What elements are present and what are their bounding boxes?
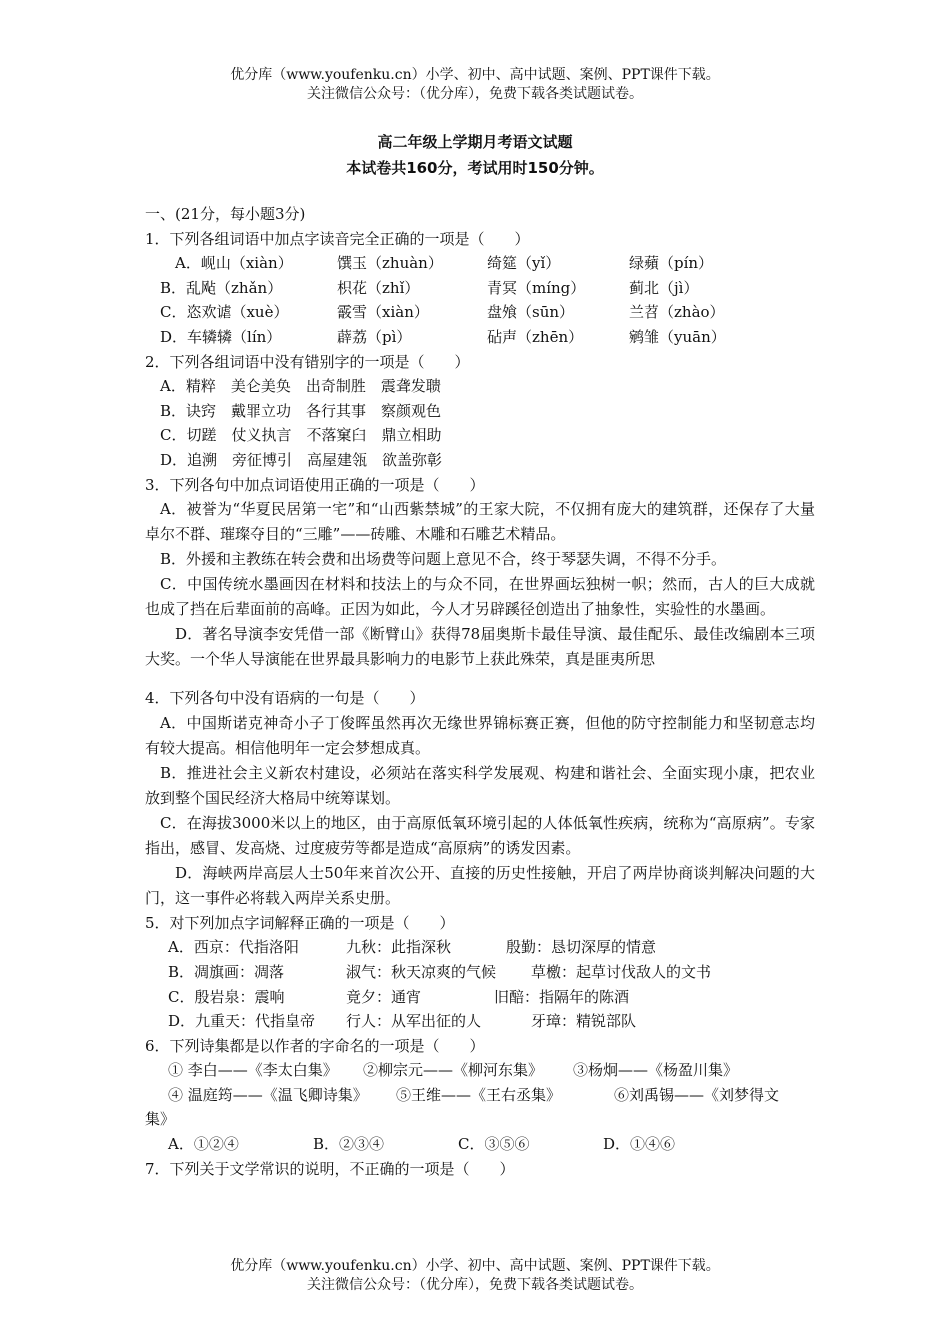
q5-c-2: 竟夕：通宵 <box>346 987 422 1006</box>
q5-c-3: 旧醅：指隔年的陈酒 <box>494 987 630 1006</box>
q2-option-b: B．诀窍 戴罪立功 各行其事 察颜观色 <box>160 401 442 420</box>
q4-option-d: D．海峡两岸高层人士50年来首次公开、直接的历史性接触，开启了两岸协商谈判解决问题的大门，这一事件必将载入两岸关系史册。 <box>145 863 815 907</box>
q5-b-1: B．凋旗画：凋落 <box>168 962 285 981</box>
q2-option-a: A．精粹 美仑美奂 出奇制胜 震聋发聩 <box>160 377 441 396</box>
q1-d-4: 鹓雏（yuān） <box>629 327 726 346</box>
q1-b-3: 青冥（míng） <box>487 278 586 297</box>
q5-a-1: A．西京：代指洛阳 <box>168 938 299 957</box>
q2-option-d: D．追溯 旁征博引 高屋建瓴 欲盖弥彰 <box>160 450 443 469</box>
q6-item-1: ① 李白——《李太白集》 <box>168 1061 338 1080</box>
q1-a-1: A．岘山（xiàn） <box>175 254 293 273</box>
q6-item-6: ⑥刘禹锡——《刘梦得文 <box>614 1085 780 1104</box>
q1-c-2: 霰雪（xiàn） <box>337 303 429 322</box>
q5-d-2: 行人：从军出征的人 <box>346 1012 482 1031</box>
q1-stem: 1．下列各组词语中加点字读音完全正确的一项是（ ） <box>145 229 530 248</box>
q1-a-2: 馔玉（zhuàn） <box>337 254 443 273</box>
q6-option-c: C．③⑤⑥ <box>458 1135 530 1154</box>
q1-b-2: 枳花（zhǐ） <box>337 278 420 297</box>
q5-d-3: 牙璋：精锐部队 <box>531 1012 637 1031</box>
q6-item-5: ⑤王维——《王右丞集》 <box>396 1085 562 1104</box>
q5-row-c <box>145 985 815 1010</box>
exam-subtitle: 本试卷共160分，考试用时150分钟。 <box>346 159 604 177</box>
q6-item-3: ③杨炯——《杨盈川集》 <box>573 1061 739 1080</box>
q6-option-b: B．②③④ <box>313 1135 385 1154</box>
section-heading: 一、(21分，每小题3分) <box>145 205 306 223</box>
footer-line-1: 优分库（www.youfenku.cn）小学、初中、高中试题、案例、PPT课件下载。 <box>230 1258 720 1274</box>
q1-row-a <box>145 251 815 276</box>
header-line-2: 关注微信公众号：（优分库），免费下载各类试题试卷。 <box>307 86 643 102</box>
footer-line-2: 关注微信公众号：（优分库），免费下载各类试题试卷。 <box>307 1277 643 1293</box>
q1-a-4: 绿蘋（pín） <box>629 254 714 273</box>
q1-d-2: 薜荔（pì） <box>337 327 412 346</box>
q4-option-c: C．在海拔3000米以上的地区，由于高原低氧环境引起的人体低氧性疾病，统称为“高原病”。专家指出，感冒、发高烧、过度疲劳等都是造成“高原病”的诱发因素。 <box>145 813 815 857</box>
q3-option-d: D．著名导演李安凭借一部《断臂山》获得78届奥斯卡最佳导演、最佳配乐、最佳改编剧本三项大奖。一个华人导演能在世界最具影响力的电影节上获此殊荣，真是匪夷所思 <box>145 625 815 669</box>
q6-stem: 6．下列诗集都是以作者的字命名的一项是（ ） <box>145 1036 485 1055</box>
q5-d-1: D．九重天：代指皇帝 <box>168 1012 316 1031</box>
q6-item-4: ④ 温庭筠——《温飞卿诗集》 <box>168 1085 368 1104</box>
q3-stem: 3．下列各句中加点词语使用正确的一项是（ ） <box>145 475 485 494</box>
q1-d-1: D．车辚辚（lín） <box>160 327 282 346</box>
q4-stem: 4．下列各句中没有语病的一句是（ ） <box>145 689 425 708</box>
q1-row-b <box>145 276 815 301</box>
q6-options <box>145 1132 815 1157</box>
q5-b-3: 草檄：起草讨伐敌人的文书 <box>531 962 712 981</box>
q1-b-4: 蓟北（jì） <box>629 278 699 297</box>
header-line-1: 优分库（www.youfenku.cn）小学、初中、高中试题、案例、PPT课件下载。 <box>230 67 720 83</box>
q1-c-1: C．恣欢谑（xuè） <box>160 303 289 322</box>
q6-item-6-continued: 集》 <box>145 1110 176 1129</box>
q6-items-row-1 <box>145 1058 815 1083</box>
spacer <box>145 672 815 686</box>
q2-stem: 2．下列各组词语中没有错别字的一项是（ ） <box>145 352 470 371</box>
q6-item-2: ②柳宗元——《柳河东集》 <box>363 1061 544 1080</box>
q4-option-b: B．推进社会主义新农村建设，必须站在落实科学发展观、构建和谐社会、全面实现小康，把农业放到整个国民经济大格局中统筹谋划。 <box>145 763 815 807</box>
q4-option-a: A．中国斯诺克神奇小子丁俊晖虽然再次无缘世界锦标赛正赛，但他的防守控制能力和坚韧意志均有较大提高。相信他明年一定会梦想成真。 <box>145 713 815 757</box>
exam-title: 高二年级上学期月考语文试题 <box>377 133 573 151</box>
exam-body <box>145 202 815 1181</box>
q5-row-b <box>145 960 815 985</box>
q6-option-a: A．①②④ <box>168 1135 239 1154</box>
q6-items-row-2 <box>145 1083 815 1108</box>
q1-c-4: 兰苕（zhào） <box>629 303 725 322</box>
q5-a-2: 九秋：此指深秋 <box>346 938 452 957</box>
q5-b-2: 淑气：秋天凉爽的气候 <box>346 962 497 981</box>
q5-row-d <box>145 1009 815 1034</box>
q5-a-3: 殷勤：恳切深厚的情意 <box>506 938 657 957</box>
page-header <box>0 66 950 104</box>
q6-option-d: D．①④⑥ <box>603 1135 676 1154</box>
q1-b-1: B．乱飐（zhǎn） <box>160 278 283 297</box>
q7-stem: 7．下列关于文学常识的说明，不正确的一项是（ ） <box>145 1159 515 1178</box>
q1-row-c <box>145 300 815 325</box>
q3-option-b: B．外援和主教练在转会费和出场费等问题上意见不合，终于琴瑟失调，不得不分手。 <box>160 550 727 569</box>
q3-option-c: C．中国传统水墨画因在材料和技法上的与众不同，在世界画坛独树一帜；然而，古人的巨大成就也成了挡在后辈面前的高峰。正因为如此，今人才另辟蹊径创造出了抽象性，实验性的水墨画。 <box>145 575 815 619</box>
q2-option-c: C．切蹉 仗义执言 不落窠臼 鼎立相助 <box>160 426 442 445</box>
q1-c-3: 盘飧（sūn） <box>487 303 575 322</box>
q1-row-d <box>145 325 815 350</box>
q3-option-a: A．被誉为“华夏民居第一宅”和“山西紫禁城”的王家大院，不仅拥有庞大的建筑群，还保存了大量卓尔不群、璀璨夺目的“三雕”——砖雕、木雕和石雕艺术精品。 <box>145 500 815 544</box>
q5-stem: 5．对下列加点字词解释正确的一项是（ ） <box>145 913 455 932</box>
q5-c-1: C．殷岩泉：震响 <box>168 987 285 1006</box>
q1-d-3: 砧声（zhēn） <box>487 327 584 346</box>
page-footer <box>0 1257 950 1295</box>
q5-row-a <box>145 935 815 960</box>
q1-a-3: 绮筵（yǐ） <box>487 254 561 273</box>
